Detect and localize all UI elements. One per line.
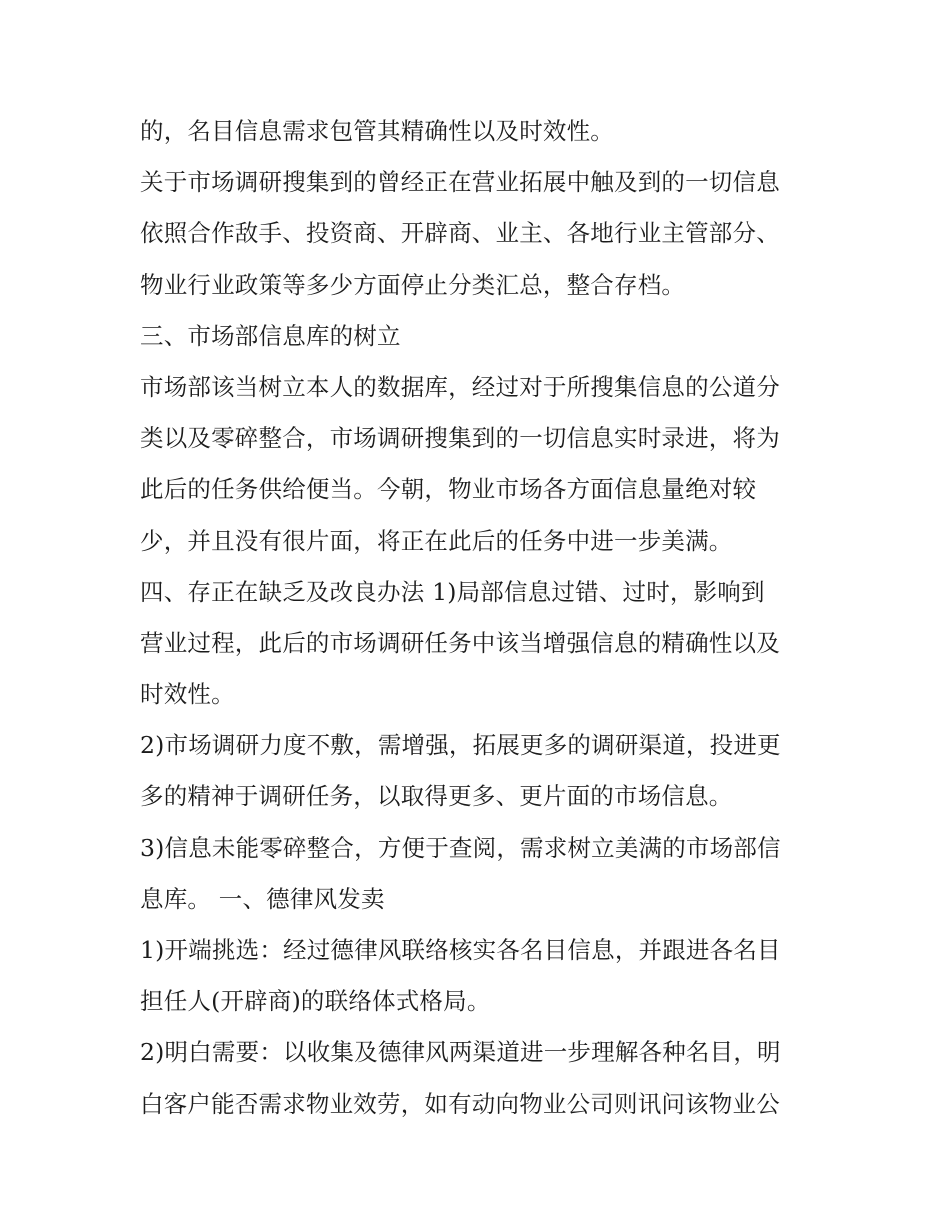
text-line: 担任人(开辟商)的联络体式格局。 xyxy=(140,987,491,1016)
text-line: 白客户能否需求物业效劳，如有动向物业公司则讯问该物业公 xyxy=(140,1089,780,1118)
text-line: 营业过程，此后的市场调研任务中该当增强信息的精确性以及 xyxy=(140,628,780,657)
text-line: 多的精神于调研任务，以取得更多、更片面的市场信息。 xyxy=(140,782,733,811)
section-heading: 四、存正在缺乏及改良办法 1)局部信息过错、过时，影响到 xyxy=(140,577,765,606)
text-line: 的，名目信息需求包管其精确性以及时效性。 xyxy=(140,117,614,145)
text-line: 关于市场调研搜集到的曾经正在营业拓展中触及到的一切信息 xyxy=(140,168,780,197)
text-line: 3)信息未能零碎整合，方便于查阅，需求树立美满的市场部信 xyxy=(140,833,781,862)
text-line: 1)开端挑选：经过德律风联络核实各名目信息，并跟进各名目 xyxy=(140,936,781,964)
text-line: 物业行业政策等多少方面停止分类汇总，整合存档。 xyxy=(140,270,686,299)
text-line: 类以及零碎整合，市场调研搜集到的一切信息实时录进，将为 xyxy=(140,424,780,453)
text-line: 2)市场调研力度不敷，需增强，拓展更多的调研渠道，投进更 xyxy=(140,731,781,760)
text-line: 2)明白需要：以收集及德律风两渠道进一步理解各种名目，明 xyxy=(140,1038,781,1067)
text-line: 此后的任务供给便当。今朝，物业市场各方面信息量绝对较 xyxy=(140,475,757,504)
text-line: 少，并且没有很片面，将正在此后的任务中进一步美满。 xyxy=(140,526,733,555)
text-line: 时效性。 xyxy=(140,680,235,709)
section-heading: 三、市场部信息库的树立 xyxy=(140,321,401,350)
text-line: 依照合作敌手、投资商、开辟商、业主、各地行业主管部分、 xyxy=(140,219,780,248)
document-body xyxy=(140,106,820,1130)
text-line: 息库。 一、德律风发卖 xyxy=(140,884,385,913)
text-line: 市场部该当树立本人的数据库，经过对于所搜集信息的公道分 xyxy=(140,372,780,401)
